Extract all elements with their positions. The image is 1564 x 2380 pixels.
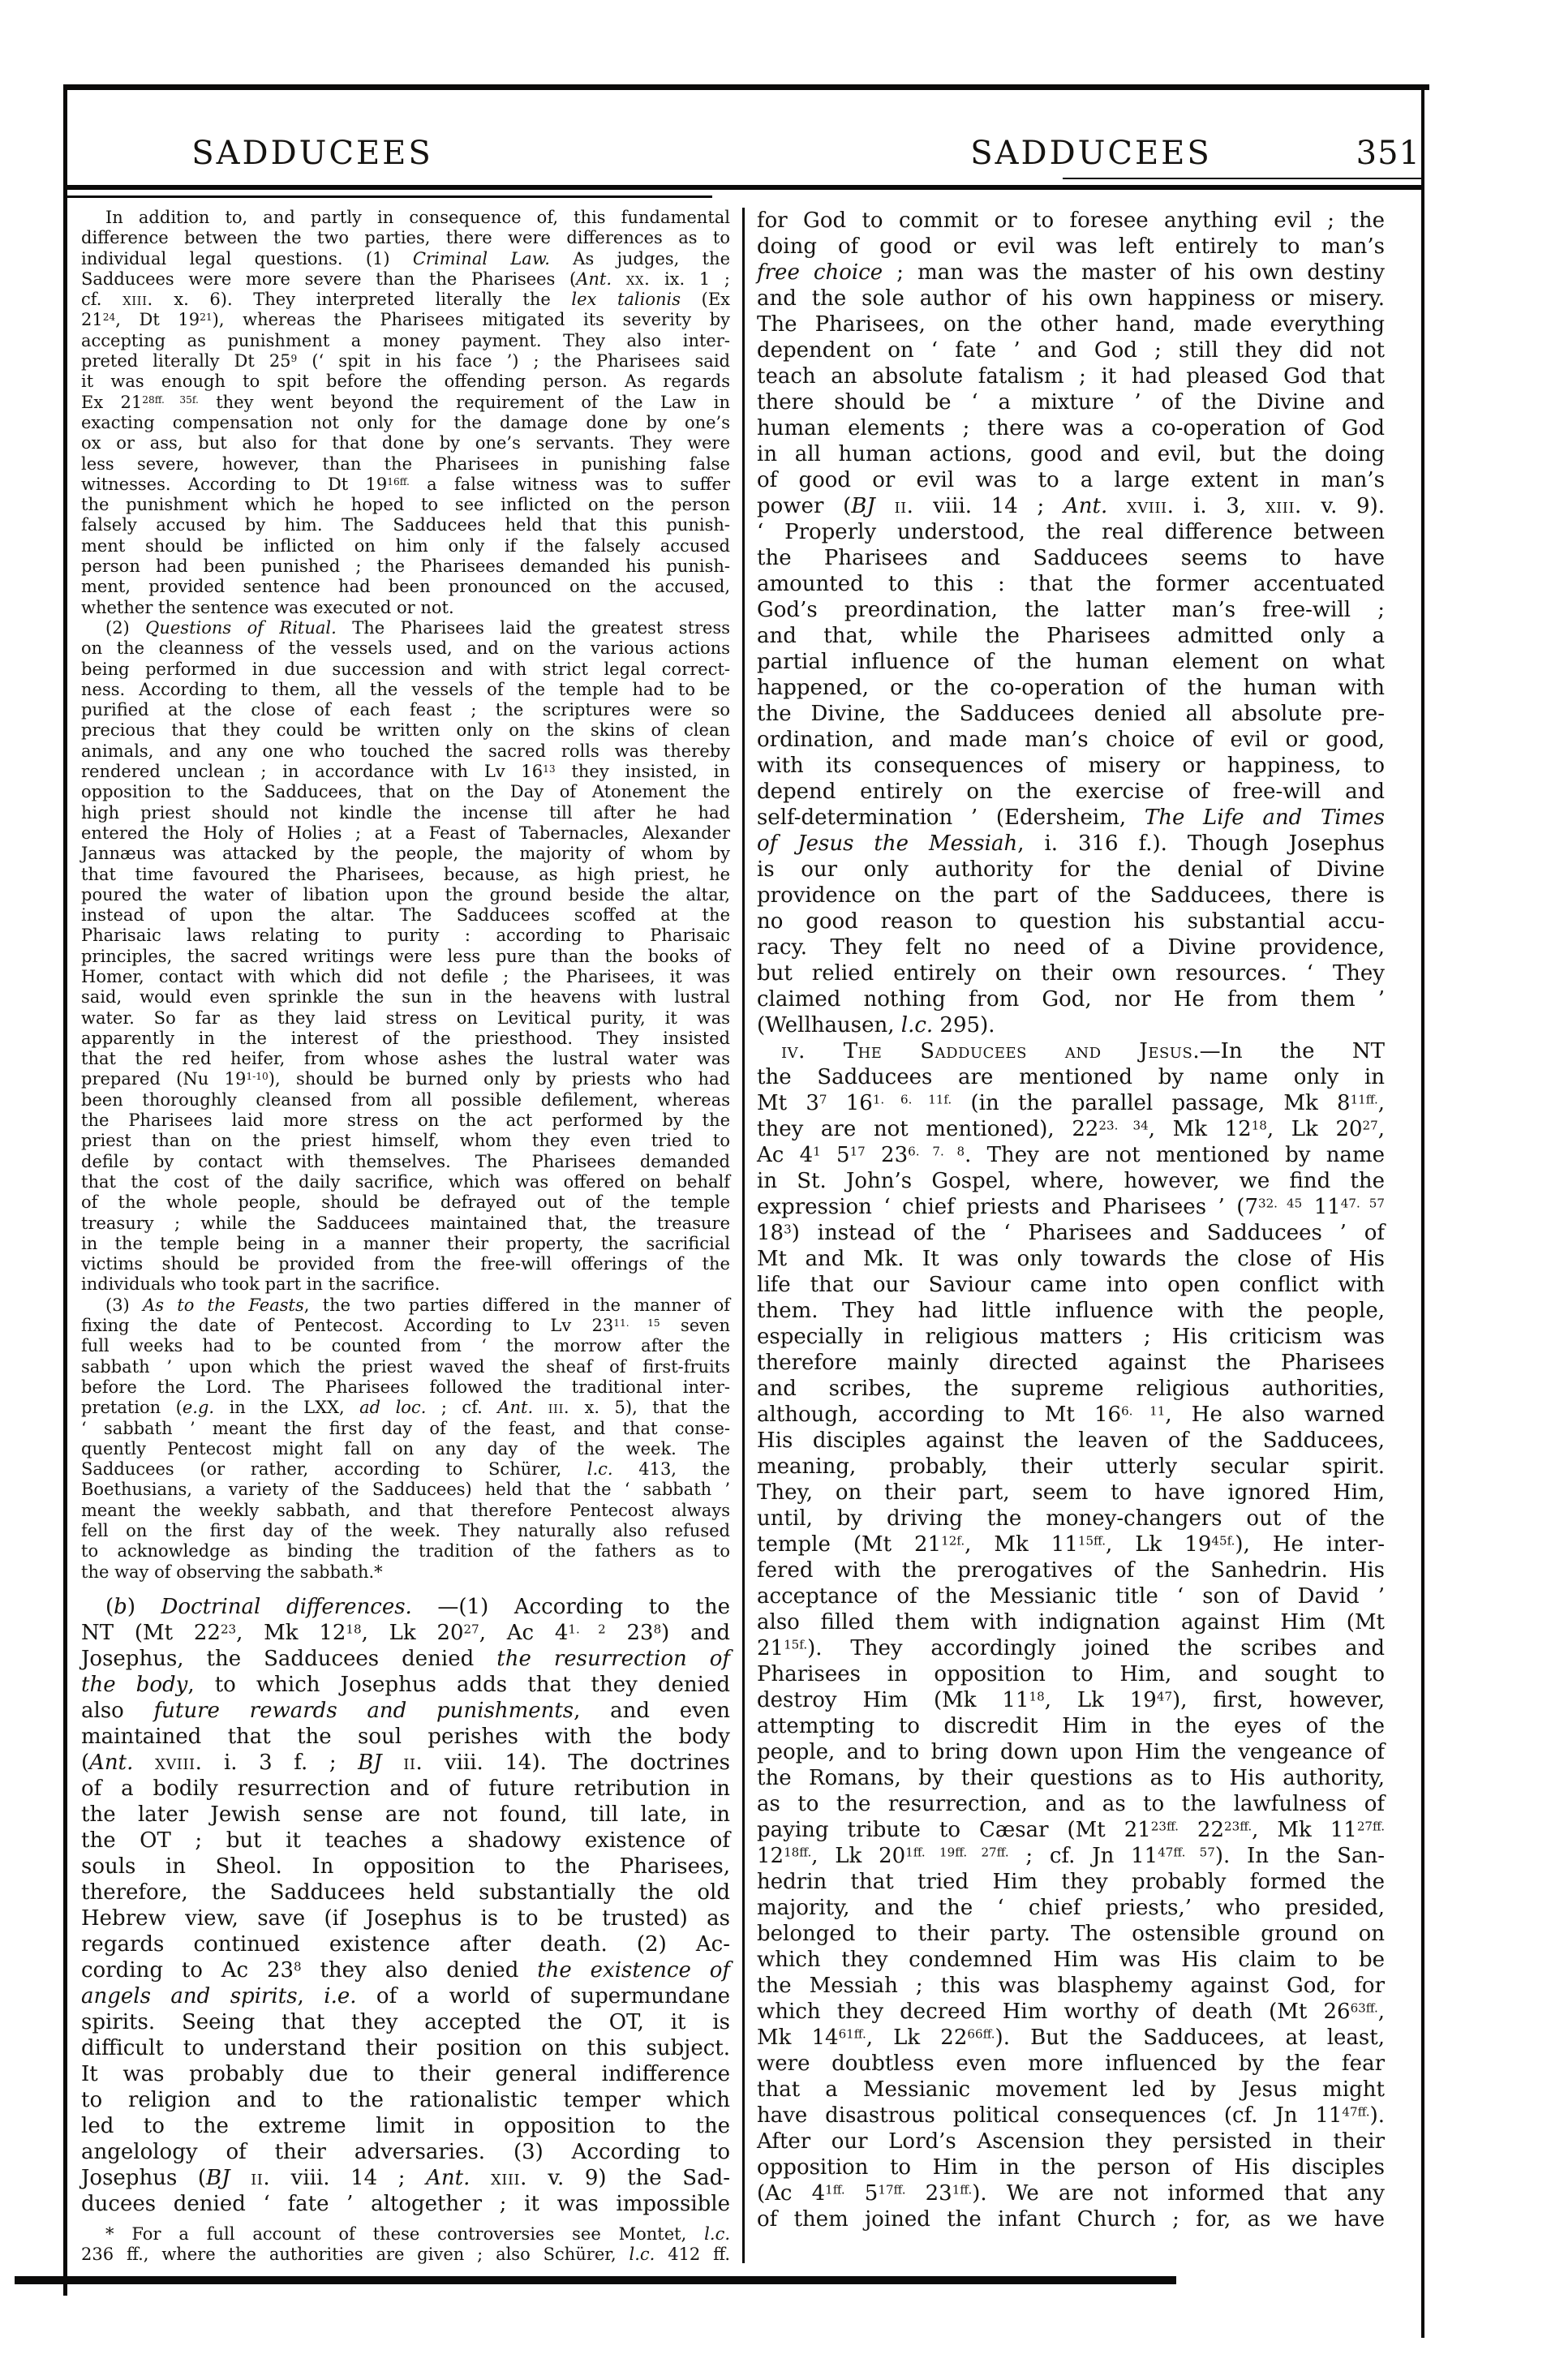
text-line: water. So far as they laid stress on Levitical purity, it was <box>81 1007 730 1028</box>
text-line: precious that they could be written only on the skins of clean <box>81 720 730 741</box>
text-line: Hebrew view, save (if Josephus is to be trusted) as <box>81 1905 730 1931</box>
text-line: Sadducees were more severe than the Pharisees (Ant. xx. ix. 1 ; <box>81 269 730 289</box>
text-line: the Divine, the Sadducees denied all absolute pre- <box>757 702 1385 726</box>
text-line: Boethusians, a variety of the Sadducees) held that the ‘ sabbath ’ <box>81 1480 730 1500</box>
text-line: on the cleanness of the vessels used, and on the various actions <box>81 638 730 659</box>
text-line: (b) Doctrinal differences. —(1) According to the <box>105 1594 730 1619</box>
text-line: ness. According to them, all the vessels of the temple had to be <box>81 679 730 699</box>
text-line: attempting to discredit Him in the eyes of the <box>757 1714 1385 1738</box>
text-line: God’s preordination, the latter man’s free-will ; <box>757 598 1385 622</box>
footnote <box>81 2224 730 2266</box>
text-line: In addition to, and partly in consequence of, this fundamental <box>105 208 730 227</box>
text-line: temple (Mt $21^{12f.}$, Mk $11^{15ff.}$, Lk $19^{45f.}$), He inter- <box>757 1532 1385 1557</box>
text-line: hedrin that tried Him they probably formed the <box>757 1870 1385 1894</box>
text-line: the Pharisees laid more stress on the act performed by the <box>81 1111 730 1131</box>
text-line: Mk $14^{61ff.}$, Lk $22^{66ff.}$). But the Sadducees, at least, <box>757 2026 1385 2050</box>
text-line: $21^{24}$, Dt $19^{21}$), whereas the Pharisees mitigated its severity by <box>81 310 730 330</box>
text-line: partial influence of the human element on what <box>757 650 1385 674</box>
as-to-the-feasts-paragraph <box>81 1295 730 1583</box>
header-rule-secondary-left <box>63 195 712 198</box>
text-line: and that, while the Pharisees admitted only a <box>757 624 1385 648</box>
text-line: which they condemned Him was His claim to be <box>757 1948 1385 1972</box>
text-line: opposition to Him in the person of His disciples <box>757 2155 1385 2180</box>
left-column <box>81 208 730 2265</box>
text-line: Ac $4^1$ $5^{17}$ $23^{6. 7. 8}$. They are not mentioned by name <box>757 1143 1386 1167</box>
text-line: angelology of their adversaries. (3) According to <box>81 2139 730 2164</box>
text-line: that a Messianic movement led by Jesus might <box>757 2077 1385 2102</box>
text-line: It was probably due to their general indifference <box>81 2061 730 2086</box>
text-line: ‘ Properly understood, the real difference between <box>757 520 1385 544</box>
text-line: Mt and Mk. It was only towards the close of His <box>757 1247 1385 1271</box>
text-line: defile by contact with themselves. The Pharisees demanded <box>81 1151 730 1171</box>
text-line: Josephus, the Sadducees denied the resurrection of <box>81 1646 730 1671</box>
text-line: the OT ; but it teaches a shadowy existence of <box>81 1828 730 1853</box>
free-will-paragraph <box>757 208 1385 1038</box>
text-line: the Pharisees and Sadducees seems to have <box>757 546 1385 570</box>
text-line: accepting as punishment a money payment. They also inter- <box>81 330 730 350</box>
text-line: poured the water of libation upon the ground beside the altar, <box>81 884 730 904</box>
text-line: paying tribute to Cæsar (Mt $21^{23ff.}$ $22^{23ff.}$, Mk $11^{27ff.}$ <box>757 1818 1385 1842</box>
doctrinal-differences-paragraph <box>81 1594 730 2217</box>
text-line: cording to Ac $23^8$ they also denied the existence of <box>81 1957 730 1983</box>
text-line: led to the extreme limit in opposition to the <box>81 2113 730 2138</box>
text-line: Mt $3^7$ $16^{1. 6. 11f.}$ (in the parallel passage, Mk $8^{11ff.}$, <box>757 1091 1385 1115</box>
text-line: destroy Him (Mk $11^{18}$, Lk $19^{47}$), first, however, <box>757 1688 1386 1712</box>
text-line: racy. They felt no need of a Divine providence, <box>757 935 1385 960</box>
text-line: apparently in the interest of the priesthood. They insisted <box>81 1028 730 1048</box>
text-line: pretation (e.g. in the LXX, ad loc. ; cf. Ant. iii. x. 5), that the <box>81 1398 731 1418</box>
text-line: in the temple being in a manner their property, the sacrificial <box>81 1233 730 1253</box>
text-line: difference between the two parties, there were differences as to <box>81 228 730 248</box>
text-line: souls in Sheol. In opposition to the Pharisees, <box>81 1854 730 1879</box>
text-line: the body, to which Josephus adds that they denied <box>81 1672 730 1697</box>
text-line: belonged to their party. The ostensible ground on <box>757 1922 1385 1946</box>
text-line: also future rewards and punishments, and even <box>81 1698 730 1723</box>
text-line: doing of good or evil was left entirely to man’s <box>757 234 1385 259</box>
text-line: therefore, the Sadducees held substantially the old <box>81 1880 730 1905</box>
text-line: ox or ass, but also for that done by one’s servants. They were <box>81 433 730 453</box>
text-line: depend entirely on the exercise of free-will and <box>757 780 1385 804</box>
text-line: They, on their part, seem to have ignored Him, <box>757 1480 1385 1505</box>
text-line: principles, the sacred writings were less pure than the books of <box>81 946 730 966</box>
text-line: Jannæus was attacked by the people, the majority of whom by <box>81 844 730 864</box>
text-line: said, would even sprinkle the sun in the heavens with lustral <box>81 987 730 1007</box>
text-line: fered with the prerogatives of the Sanhedrin. His <box>757 1558 1385 1583</box>
text-line: of a bodily resurrection and of future retribution in <box>81 1776 730 1801</box>
text-line: (Ac $4^{1ff.}$ $5^{17ff.}$ $23^{1ff.}$). We are not informed that any <box>757 2181 1385 2206</box>
text-line: dependent on ‘ fate ’ and God ; still they did not <box>757 338 1385 363</box>
text-line: ordination, and made man’s choice of evil or good, <box>757 728 1385 752</box>
text-line: (Ant. xviii. i. 3 f. ; BJ ii. viii. 14). The doctrines <box>81 1750 731 1775</box>
text-line: them. They had little influence with the people, <box>757 1299 1385 1323</box>
text-line: regards continued existence after death. (2) Ac- <box>81 1931 730 1957</box>
text-line: meaning, probably, their utterly secular spirit. <box>757 1454 1385 1479</box>
text-line: with its consequences of misery or happiness, to <box>757 754 1385 778</box>
text-line: self-determination ’ (Edersheim, The Life and Times <box>757 806 1385 830</box>
text-line: purified at the close of each feast ; the scriptures were so <box>81 700 730 720</box>
text-line: ‘ sabbath ’ meant the first day of the feast, and that conse- <box>81 1418 730 1438</box>
running-head-left: SADDUCEES <box>191 135 433 172</box>
text-line: fixing the date of Pentecost. According to Lv $23^{11. 15}$ seven <box>81 1316 730 1336</box>
column-divider-rule <box>742 208 745 2263</box>
text-line: priest than on the priest himself, whom they even tried to <box>81 1131 730 1151</box>
text-line: in all human actions, good and evil, but the doing <box>757 442 1385 466</box>
text-line: the Messiah ; this was blasphemy against God, for <box>757 1974 1385 1998</box>
text-line: until, by driving the money-changers out of the <box>757 1506 1385 1531</box>
text-line: (Wellhausen, l.c. 295). <box>757 1013 995 1037</box>
text-line: the way of observing the sabbath.* <box>81 1562 383 1582</box>
left-border-rule <box>63 84 67 2296</box>
text-line: of the whole people, should be defrayed out of the temple <box>81 1192 730 1213</box>
text-line: claimed nothing from God, nor He from them ’ <box>757 987 1385 1012</box>
text-line: preted literally Dt $25^9$ (‘ spit in his face ’) ; the Pharisees said <box>81 351 730 372</box>
text-line: falsely accused by him. The Sadducees held that this punish- <box>81 515 730 535</box>
text-line: After our Lord’s Ascension they persisted in their <box>757 2129 1385 2154</box>
text-line: free choice ; man was the master of his own destiny <box>757 260 1385 285</box>
text-line: Pharisaic laws relating to purity : according to Pharisaic <box>81 926 730 946</box>
text-line: opposition to the Sadducees, that on the Day of Atonement the <box>81 782 730 802</box>
text-line: iv. The Sadducees and Jesus.—In the NT <box>781 1039 1385 1063</box>
text-line: person had been punished ; the Pharisees demanded his punish- <box>81 556 730 577</box>
text-line: and the sole author of his own happiness or misery. <box>757 286 1385 311</box>
text-line: happened, or the co-operation of the human with <box>757 676 1385 700</box>
text-line: been thoroughly cleansed from all possible defilement, whereas <box>81 1089 730 1110</box>
text-line: rendered unclean ; in accordance with Lv $16^{13}$ they insisted, in <box>81 762 730 782</box>
text-line: that the red heifer, from whose ashes the lustral water was <box>81 1049 730 1069</box>
text-line: His disciples against the leaven of the Sadducees, <box>757 1428 1385 1453</box>
text-line: for God to commit or to foresee anything evil ; the <box>757 208 1385 233</box>
text-line: the punishment which he hoped to see inflicted on the person <box>81 495 730 515</box>
text-line: spirits. Seeing that they accepted the OT, it is <box>81 2009 730 2034</box>
text-line: The Pharisees, on the other hand, made everything <box>757 312 1385 337</box>
page-number: 351 <box>1356 135 1420 172</box>
text-line: fell on the first day of the week. They naturally also refused <box>81 1521 730 1540</box>
text-line: less severe, however, than the Pharisees in punishing false <box>81 453 730 474</box>
text-line: * For a full account of these controversies see Montet, l.c. <box>105 2223 730 2244</box>
text-line: Josephus (BJ ii. viii. 14 ; Ant. xiii. v. 9) the Sad- <box>81 2165 731 2190</box>
text-line: animals, and any one who touched the sacred rolls was thereby <box>81 741 730 761</box>
running-head-right: SADDUCEES <box>970 135 1212 172</box>
right-column <box>757 208 1385 2232</box>
text-line: meant the weekly sabbath, and that therefore Pentecost always <box>81 1500 730 1520</box>
text-line: Homer, contact with which did not defile ; the Pharisees, it was <box>81 966 730 986</box>
text-line: high priest should not kindle the incense till after he had <box>81 802 730 823</box>
text-line: that the cost of the daily sacrifice, which was offered on behalf <box>81 1171 730 1192</box>
text-line: ment should be inflicted on him only if the falsely accused <box>81 535 730 556</box>
text-line: $18^3$) instead of the ‘ Pharisees and Sadducees ’ of <box>757 1221 1385 1245</box>
text-line: to acknowledge as binding the tradition of the fathers as to <box>81 1541 730 1562</box>
text-line: whether the sentence was executed or not. <box>81 597 454 617</box>
header-rule <box>63 185 1424 190</box>
text-line: although, according to Mt $16^{6. 11}$, He also warned <box>757 1403 1385 1427</box>
text-line: maintained that the soul perishes with the body <box>81 1724 730 1749</box>
text-line: therefore mainly directed against the Pharisees <box>757 1351 1385 1375</box>
text-line: exacting compensation not only for the damage done by one’s <box>81 412 730 432</box>
text-line: (3) As to the Feasts, the two parties differed in the manner of <box>105 1295 730 1315</box>
text-line: treasury ; while the Sadducees maintained that, the treasure <box>81 1213 730 1233</box>
text-line: victims should be provided from the free-will offerings of the <box>81 1254 730 1274</box>
text-line: they are not mentioned), $22^{23. 34}$, Mk $12^{18}$, Lk $20^{27}$, <box>757 1117 1385 1141</box>
text-line: providence on the part of the Sadducees, there is <box>757 883 1385 908</box>
text-line: difficult to understand their position on this subject. <box>81 2035 730 2060</box>
text-line: Pharisees in opposition to Him, and sought to <box>757 1662 1385 1686</box>
text-line: of good or evil was to a large extent in man’s <box>757 468 1385 492</box>
text-line: human elements ; there was a co-operation of God <box>757 416 1385 440</box>
text-line: cf. xiii. x. 6). They interpreted literally the lex talionis (Ex <box>81 290 730 310</box>
text-line: individuals who took part in the sacrifice. <box>81 1274 440 1295</box>
text-line: full weeks had to be counted from ‘ the morrow after the <box>81 1336 730 1356</box>
text-line: no good reason to question his substantial accu- <box>757 909 1385 934</box>
text-line: quently Pentecost might fall on any day of the week. The <box>81 1438 730 1459</box>
text-line: prepared (Nu 19$^{1-10}$), should be burned only by priests who had <box>81 1069 730 1089</box>
text-line: 236 ff., where the authorities are given ; also Schürer, l.c. 412 ff. <box>81 2245 730 2265</box>
text-line: entered the Holy of Holies ; at a Feast of Tabernacles, Alexander <box>81 823 730 843</box>
text-line: Sadducees (or rather, according to Schürer, l.c. 413, the <box>81 1459 731 1480</box>
text-line: as to the resurrection, and as to the lawfulness of <box>757 1792 1385 1816</box>
text-line: before the Lord. The Pharisees followed the traditional inter- <box>81 1377 730 1397</box>
text-line: people, and to bring down upon Him the vengeance of <box>757 1740 1385 1764</box>
text-line: $12^{18ff.}$, Lk $20^{1ff. 19ff. 27ff.}$ ; cf. Jn $11^{47ff. 57}$). In the San- <box>757 1844 1385 1868</box>
text-line: teach an absolute fatalism ; it had pleased God that <box>757 364 1385 389</box>
text-line: sabbath ’ upon which the priest waved the sheaf of first-fruits <box>81 1356 730 1377</box>
text-line: majority, and the ‘ chief priests,’ who presided, <box>757 1896 1385 1920</box>
text-line: have disastrous political consequences (cf. Jn $11^{47ff.}$). <box>757 2103 1385 2128</box>
text-line: $21^{15f.}$). They accordingly joined the scribes and <box>757 1636 1385 1660</box>
text-line: the Romans, by their questions as to His authority, <box>757 1766 1385 1790</box>
text-line: the later Jewish sense are not found, till late, in <box>81 1802 730 1827</box>
text-line: power (BJ ii. viii. 14 ; Ant. xviii. i. 3, xiii. v. 9). <box>757 494 1385 518</box>
text-line: ment, provided sentence had been pronounced on the accused, <box>81 577 730 597</box>
text-line: individual legal questions. (1) Criminal Law. As judges, the <box>81 248 731 269</box>
text-line: the Sadducees are mentioned by name only in <box>757 1065 1385 1089</box>
text-line: ducees denied ‘ fate ’ altogether ; it was impossible <box>81 2191 730 2216</box>
text-line: it was enough to spit before the offending person. As regards <box>81 372 730 392</box>
text-line: acceptance of the Messianic title ‘ son of David ’ <box>757 1584 1385 1609</box>
text-line: angels and spirits, i.e. of a world of supermundane <box>81 1983 730 2008</box>
header-rule-secondary-right <box>1063 178 1424 179</box>
text-line: that time favoured the Pharisees, because, as high priest, he <box>81 864 730 884</box>
text-line: is our only authority for the denial of Divine <box>757 857 1385 882</box>
text-line: of Jesus the Messiah, i. 316 f.). Though Josephus <box>757 831 1385 856</box>
text-line: there should be ‘ a mixture ’ of the Divine and <box>757 390 1385 415</box>
text-line: instead of upon the altar. The Sadducees scoffed at the <box>81 905 730 926</box>
text-line: life that our Saviour came into open conflict with <box>757 1273 1385 1297</box>
text-line: NT (Mt $22^{23}$, Mk $12^{18}$, Lk $20^{27}$, Ac $4^{1. 2}$ $23^8$) and <box>81 1620 730 1645</box>
text-line: expression ‘ chief priests and Pharisees ’ ($7^{32. 45}$ $11^{47. 57}$ <box>757 1195 1385 1219</box>
right-border-rule <box>1421 84 1424 2338</box>
text-line: were doubtless even more influenced by the fear <box>757 2051 1385 2076</box>
criminal-law-paragraph <box>81 208 730 618</box>
text-line: to religion and to the rationalistic temper which <box>81 2087 730 2112</box>
text-line: and scribes, the supreme religious authorities, <box>757 1377 1385 1401</box>
text-line: especially in religious matters ; His criticism was <box>757 1325 1385 1349</box>
text-line: in St. John’s Gospel, where, however, we find the <box>757 1169 1385 1193</box>
text-line: Ex $21^{28ff. 35f.}$ they went beyond the requirement of the Law in <box>81 392 730 412</box>
questions-of-ritual-paragraph <box>81 618 730 1295</box>
text-line: being performed in due succession and with strict legal correct- <box>81 659 730 679</box>
text-line: amounted to this : that the former accentuated <box>757 572 1385 596</box>
text-line: witnesses. According to Dt $19^{16ff.}$ a false witness was to suffer <box>81 474 731 494</box>
text-line: also filled them with indignation against Him (Mt <box>757 1610 1385 1635</box>
bottom-border-rule <box>15 2276 1176 2284</box>
text-line: of them joined the infant Church ; for, as we have <box>757 2207 1385 2232</box>
text-line: which they decreed Him worthy of death (Mt $26^{63ff.}$, <box>757 2000 1385 2024</box>
text-line: (2) Questions of Ritual. The Pharisees laid the greatest stress <box>105 617 730 638</box>
top-border-rule <box>63 84 1429 90</box>
sadducees-and-jesus-paragraph <box>757 1038 1385 2232</box>
text-line: but relied entirely on their own resources. ‘ They <box>757 961 1385 986</box>
